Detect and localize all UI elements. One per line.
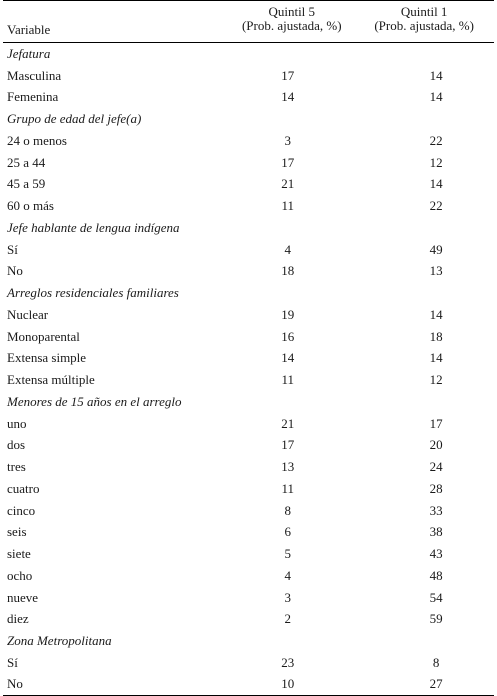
quintil-1-value: 18 bbox=[429, 328, 443, 344]
quintil-1-value bbox=[354, 630, 494, 652]
row-label: Masculina bbox=[7, 67, 62, 83]
section-label: Jefe hablante de lengua indígena bbox=[7, 219, 180, 235]
section-header-row bbox=[3, 217, 494, 239]
quintil-1-value: 17 bbox=[429, 415, 443, 431]
section-label: Menores de 15 años en el arreglo bbox=[7, 393, 182, 409]
quintil-5-value bbox=[229, 630, 354, 652]
table-row bbox=[3, 499, 494, 521]
quintil-1-value: 27 bbox=[354, 673, 494, 695]
row-label: Extensa múltiple bbox=[7, 372, 95, 388]
header-quintil-5 bbox=[229, 1, 354, 43]
table-row bbox=[3, 456, 494, 478]
table-row bbox=[3, 195, 494, 217]
quintil-5-value: 13 bbox=[281, 459, 295, 475]
row-label: cuatro bbox=[7, 480, 40, 496]
quintil-5-value: 17 bbox=[281, 437, 295, 453]
row-label: seis bbox=[7, 524, 27, 540]
table-body bbox=[3, 43, 494, 696]
row-label: uno bbox=[7, 415, 27, 431]
quintil-1-value: 33 bbox=[429, 502, 443, 518]
row-label: cinco bbox=[7, 502, 36, 518]
quintil-5-value bbox=[229, 43, 354, 65]
quintil-1-value bbox=[354, 282, 494, 304]
quintil-1-value: 14 bbox=[429, 67, 443, 83]
row-label: dos bbox=[7, 437, 26, 453]
quintil-5-value: 14 bbox=[281, 350, 295, 366]
quintil-1-value: 8 bbox=[432, 654, 440, 670]
quintil-5-value: 16 bbox=[281, 328, 295, 344]
quintil-5-value: 17 bbox=[281, 67, 295, 83]
row-label: 24 o menos bbox=[7, 132, 67, 148]
table-header bbox=[3, 1, 494, 43]
table-row bbox=[3, 151, 494, 173]
table-row bbox=[3, 565, 494, 587]
section-header-row bbox=[3, 630, 494, 652]
table-row bbox=[3, 369, 494, 391]
quintil-5-value: 21 bbox=[281, 415, 295, 431]
row-label: diez bbox=[7, 611, 29, 627]
quintil-5-value: 23 bbox=[281, 654, 295, 670]
quintil-1-value: 22 bbox=[429, 132, 443, 148]
section-header-row bbox=[3, 43, 494, 65]
quintil-5-value bbox=[229, 108, 354, 130]
quintil-1-value: 59 bbox=[429, 611, 443, 627]
row-label: Extensa simple bbox=[7, 350, 87, 366]
quintil-5-value: 4 bbox=[284, 567, 291, 583]
row-label: 60 o más bbox=[7, 198, 54, 214]
row-label: Sí bbox=[7, 654, 18, 670]
table-row bbox=[3, 173, 494, 195]
quintil-5-value: 11 bbox=[281, 198, 295, 214]
quintil-5-value: 11 bbox=[281, 480, 295, 496]
quintil-1-value bbox=[354, 108, 494, 130]
table-row bbox=[3, 86, 494, 108]
section-header-row bbox=[3, 282, 494, 304]
table-row bbox=[3, 586, 494, 608]
header-q5-title: Quintil 5 bbox=[268, 4, 316, 19]
quintil-5-value: 11 bbox=[281, 372, 295, 388]
quintil-1-value bbox=[354, 391, 494, 413]
header-q1-subtitle: (Prob. ajustada, %) bbox=[374, 18, 474, 33]
row-label: tres bbox=[7, 459, 26, 475]
table-row bbox=[3, 652, 494, 674]
quintil-1-value: 14 bbox=[429, 350, 443, 366]
header-q1-title: Quintil 1 bbox=[400, 4, 448, 19]
row-label: siete bbox=[7, 546, 31, 562]
header-q5-subtitle: (Prob. ajustada, %) bbox=[241, 18, 342, 33]
table-row bbox=[3, 130, 494, 152]
quintil-5-value: 10 bbox=[229, 673, 354, 695]
quintil-5-value: 14 bbox=[281, 89, 295, 105]
table-row bbox=[3, 543, 494, 565]
quintil-1-value: 14 bbox=[429, 306, 443, 322]
section-label: Grupo de edad del jefe(a) bbox=[7, 111, 142, 127]
table-row bbox=[3, 434, 494, 456]
quintil-5-value: 18 bbox=[281, 263, 295, 279]
table-row bbox=[3, 521, 494, 543]
section-header-row bbox=[3, 391, 494, 413]
section-header-row bbox=[3, 108, 494, 130]
row-label: No bbox=[7, 263, 23, 279]
row-label: Nuclear bbox=[7, 306, 49, 322]
quintil-5-value bbox=[229, 282, 354, 304]
table-row bbox=[3, 608, 494, 630]
table-row bbox=[3, 347, 494, 369]
quintil-5-value: 3 bbox=[284, 132, 291, 148]
row-label: 25 a 44 bbox=[7, 154, 46, 170]
header-variable: Variable bbox=[3, 1, 229, 43]
table-row bbox=[3, 64, 494, 86]
table-row bbox=[3, 238, 494, 260]
row-label: nueve bbox=[7, 589, 39, 605]
section-label: Zona Metropolitana bbox=[7, 633, 112, 649]
quintil-1-value: 38 bbox=[429, 524, 443, 540]
section-label: Jefatura bbox=[7, 46, 51, 62]
row-label: 45 a 59 bbox=[7, 176, 46, 192]
quintil-1-value: 12 bbox=[429, 372, 443, 388]
quintil-1-value: 14 bbox=[429, 176, 443, 192]
quintil-5-value: 4 bbox=[284, 241, 291, 257]
table-row bbox=[3, 478, 494, 500]
quintil-1-value: 48 bbox=[429, 567, 443, 583]
quintil-1-value: 22 bbox=[429, 198, 443, 214]
quintil-1-value: 54 bbox=[429, 589, 443, 605]
table-row bbox=[3, 412, 494, 434]
quintil-1-value: 20 bbox=[429, 437, 443, 453]
header-quintil-1 bbox=[354, 1, 494, 43]
quintil-5-value: 8 bbox=[284, 502, 291, 518]
row-label: ocho bbox=[7, 567, 33, 583]
quintil-5-value: 5 bbox=[284, 546, 291, 562]
table-row bbox=[3, 673, 494, 695]
table-row bbox=[3, 325, 494, 347]
quintil-1-value: 28 bbox=[429, 480, 443, 496]
table-row bbox=[3, 304, 494, 326]
quintil-1-value bbox=[354, 43, 494, 65]
header-row bbox=[3, 1, 494, 43]
quintil-5-value: 6 bbox=[284, 524, 291, 540]
quintil-5-value: 3 bbox=[284, 589, 291, 605]
quintil-1-value: 12 bbox=[429, 154, 443, 170]
section-label: Arreglos residenciales familiares bbox=[7, 285, 179, 301]
quintil-5-value: 21 bbox=[281, 176, 295, 192]
row-label: Femenina bbox=[7, 89, 59, 105]
quintil-1-value: 24 bbox=[429, 459, 443, 475]
quintil-1-value: 43 bbox=[429, 546, 443, 562]
quintil-1-value: 13 bbox=[429, 263, 443, 279]
quintil-5-value: 2 bbox=[284, 611, 291, 627]
table-row bbox=[3, 260, 494, 282]
row-label: Monoparental bbox=[7, 328, 80, 344]
quintil-1-value: 14 bbox=[429, 89, 443, 105]
quintil-5-value bbox=[229, 217, 354, 239]
quintil-5-value: 17 bbox=[281, 154, 295, 170]
data-table bbox=[3, 0, 494, 696]
row-label: Sí bbox=[7, 241, 18, 257]
quintil-5-value bbox=[229, 391, 354, 413]
quintil-1-value: 49 bbox=[429, 241, 443, 257]
row-label: No bbox=[3, 673, 229, 695]
quintil-1-value bbox=[354, 217, 494, 239]
quintil-5-value: 19 bbox=[281, 306, 295, 322]
